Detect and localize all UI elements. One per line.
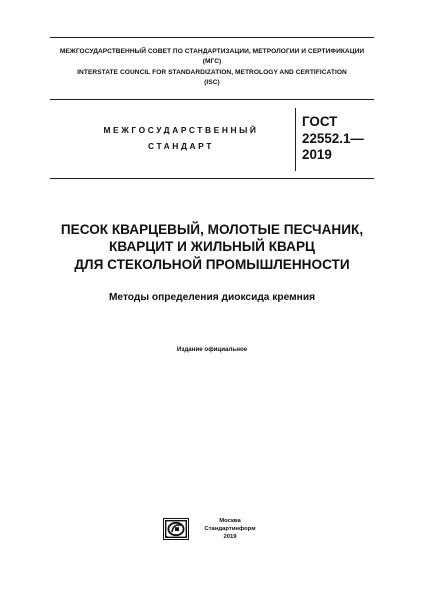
- standard-type-line1: МЕЖГОСУДАРСТВЕННЫЙ: [103, 125, 259, 135]
- publisher-year: 2019: [223, 534, 237, 540]
- designation-prefix: ГОСТ: [302, 114, 338, 129]
- publisher-imprint: [200, 517, 260, 541]
- header-rule: [50, 99, 374, 100]
- designation-divider: [295, 108, 296, 171]
- council-ru-line1: МЕЖГОСУДАРСТВЕННЫЙ СОВЕТ ПО СТАНДАРТИЗАЦИИ, МЕТРОЛОГИИ И СЕРТИФИКАЦИИ: [59, 48, 365, 55]
- council-en-line1: INTERSTATE COUNCIL FOR STANDARDIZATION, METROLOGY AND CERTIFICATION: [77, 69, 347, 76]
- standard-type-label: [88, 122, 274, 154]
- edition-note: Издание официальное: [176, 346, 248, 353]
- council-en-abbr: (ISC): [204, 78, 220, 86]
- publisher-name: Стандартинформ: [204, 526, 256, 532]
- council-name-english: [50, 68, 374, 87]
- title-line3: ДЛЯ СТЕКОЛЬНОЙ ПРОМЫШЛЕННОСТИ: [74, 256, 350, 272]
- document-subtitle: Методы определения диоксида кремния: [108, 292, 316, 303]
- title-line2: КВАРЦИТ И ЖИЛЬНЫЙ КВАРЦ: [109, 239, 315, 255]
- council-ru-abbr: (МГС): [202, 57, 222, 65]
- title-rule: [50, 178, 374, 179]
- standartinform-logo-icon: [163, 518, 189, 540]
- title-line1: ПЕСОК КВАРЦЕВЫЙ, МОЛОТЫЕ ПЕСЧАНИК,: [60, 222, 364, 237]
- top-rule: [50, 37, 374, 38]
- standard-type-line2: СТАНДАРТ: [148, 141, 214, 151]
- publisher-city: Москва: [219, 518, 241, 524]
- designation-number: 22552.1—: [302, 130, 364, 146]
- council-name-russian: [50, 47, 374, 66]
- document-title: [30, 221, 394, 273]
- designation-year: 2019: [302, 147, 332, 163]
- standard-designation: [302, 114, 374, 164]
